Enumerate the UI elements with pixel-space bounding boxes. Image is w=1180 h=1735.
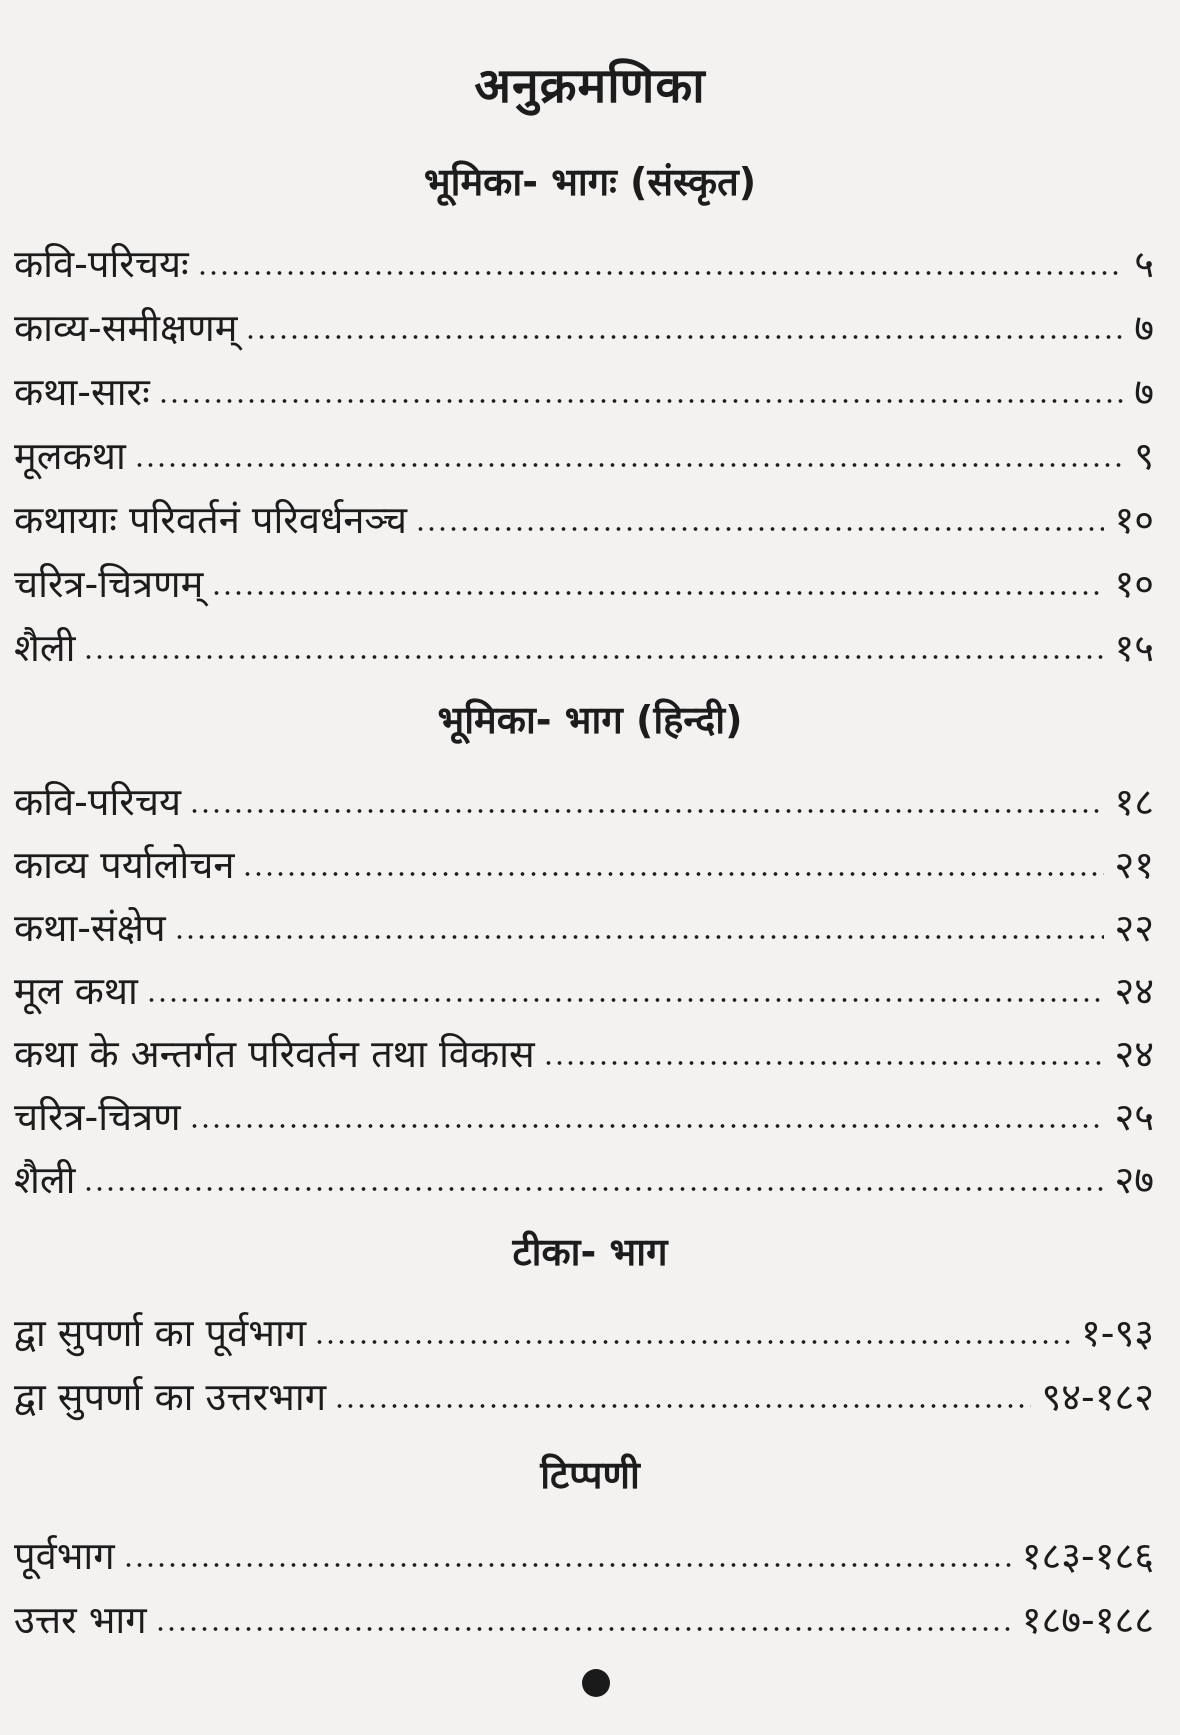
dot-leader [158, 399, 1124, 403]
entry-page-number: १५ [1114, 626, 1154, 670]
entry-page-number: ९ [1134, 434, 1154, 478]
entry-page-number: २२ [1114, 906, 1154, 950]
entry-label: शैली [14, 626, 76, 670]
entry-label: कथा के अन्तर्गत परिवर्तन तथा विकास [14, 1032, 535, 1076]
toc-entry [14, 1015, 1154, 1076]
entry-label: काव्य-समीक्षणम् [14, 306, 238, 350]
toc-entry [14, 1078, 1154, 1139]
entry-page-number: १० [1114, 498, 1154, 542]
dot-leader [543, 1061, 1105, 1065]
entry-label: मूल कथा [14, 969, 138, 1013]
toc-entry [14, 1358, 1154, 1419]
dot-leader [211, 591, 1104, 595]
dot-leader [134, 463, 1124, 467]
toc-entry [14, 353, 1154, 414]
entry-label: काव्य पर्यालोचन [14, 843, 235, 887]
entry-page-number: २५ [1114, 1095, 1154, 1139]
entry-page-number: ५ [1134, 242, 1154, 286]
entry-page-number: ७ [1134, 370, 1154, 414]
dot-leader [334, 1404, 1031, 1408]
entry-page-number: ७ [1134, 306, 1154, 350]
entry-label: कथा-संक्षेप [14, 906, 166, 950]
entry-label: उत्तर भाग [14, 1598, 147, 1642]
entry-label: कवि-परिचयः [14, 242, 189, 286]
dot-leader [189, 1124, 1105, 1128]
toc-entry [14, 1517, 1154, 1578]
entry-label: पूर्वभाग [14, 1534, 115, 1578]
toc-entry [14, 826, 1154, 887]
toc-entry [14, 545, 1154, 606]
toc-entry [14, 1141, 1154, 1202]
page-bullet-mark [582, 1669, 610, 1697]
entry-page-number: २७ [1114, 1158, 1154, 1202]
entry-label: चरित्र-चित्रणम् [14, 562, 204, 606]
entry-page-number: १८३-१८६ [1021, 1534, 1154, 1578]
entry-label: चरित्र-चित्रण [14, 1095, 181, 1139]
entry-label: शैली [14, 1158, 76, 1202]
section-heading: टीका- भाग [512, 1230, 668, 1274]
dot-leader [155, 1627, 1012, 1631]
dot-leader [189, 809, 1104, 813]
entry-page-number: ९४-१८२ [1041, 1375, 1154, 1419]
entry-page-number: १० [1114, 562, 1154, 606]
dot-leader [415, 527, 1104, 531]
dot-leader [83, 1187, 1104, 1191]
entry-label: कवि-परिचय [14, 780, 182, 824]
entry-label: द्वा सुपर्णा का उत्तरभाग [14, 1375, 327, 1419]
toc-entry [14, 889, 1154, 950]
section-heading: भूमिका- भागः (संस्कृत) [423, 160, 757, 204]
dot-leader [83, 655, 1104, 659]
toc-entry [14, 609, 1154, 670]
toc-entry [14, 952, 1154, 1013]
toc-entry [14, 1294, 1154, 1355]
toc-entry [14, 225, 1154, 286]
entry-page-number: २४ [1114, 969, 1154, 1013]
dot-leader [197, 271, 1125, 275]
entry-page-number: १८ [1114, 780, 1154, 824]
toc-entry [14, 289, 1154, 350]
dot-leader [123, 1563, 1012, 1567]
entry-label: कथा-सारः [14, 370, 150, 414]
toc-entry [14, 481, 1154, 542]
entry-label: मूलकथा [14, 434, 126, 478]
toc-entry [14, 763, 1154, 824]
dot-leader [314, 1340, 1071, 1344]
dot-leader [245, 335, 1124, 339]
entry-page-number: १-९३ [1081, 1311, 1154, 1355]
section-heading: भूमिका- भाग (हिन्दी) [437, 698, 743, 742]
entry-label: कथायाः परिवर्तनं परिवर्धनञ्च [14, 498, 408, 542]
entry-page-number: १८७-१८८ [1021, 1598, 1154, 1642]
dot-leader [242, 872, 1104, 876]
dot-leader [174, 935, 1105, 939]
entry-page-number: २१ [1114, 843, 1154, 887]
dot-leader [146, 998, 1105, 1002]
page-title: अनुक्रमणिका [474, 58, 706, 114]
entry-label: द्वा सुपर्णा का पूर्वभाग [14, 1311, 307, 1355]
section-heading: टिप्पणी [540, 1453, 640, 1497]
toc-entry [14, 1581, 1154, 1642]
entry-page-number: २४ [1114, 1032, 1154, 1076]
toc-entry [14, 417, 1154, 478]
